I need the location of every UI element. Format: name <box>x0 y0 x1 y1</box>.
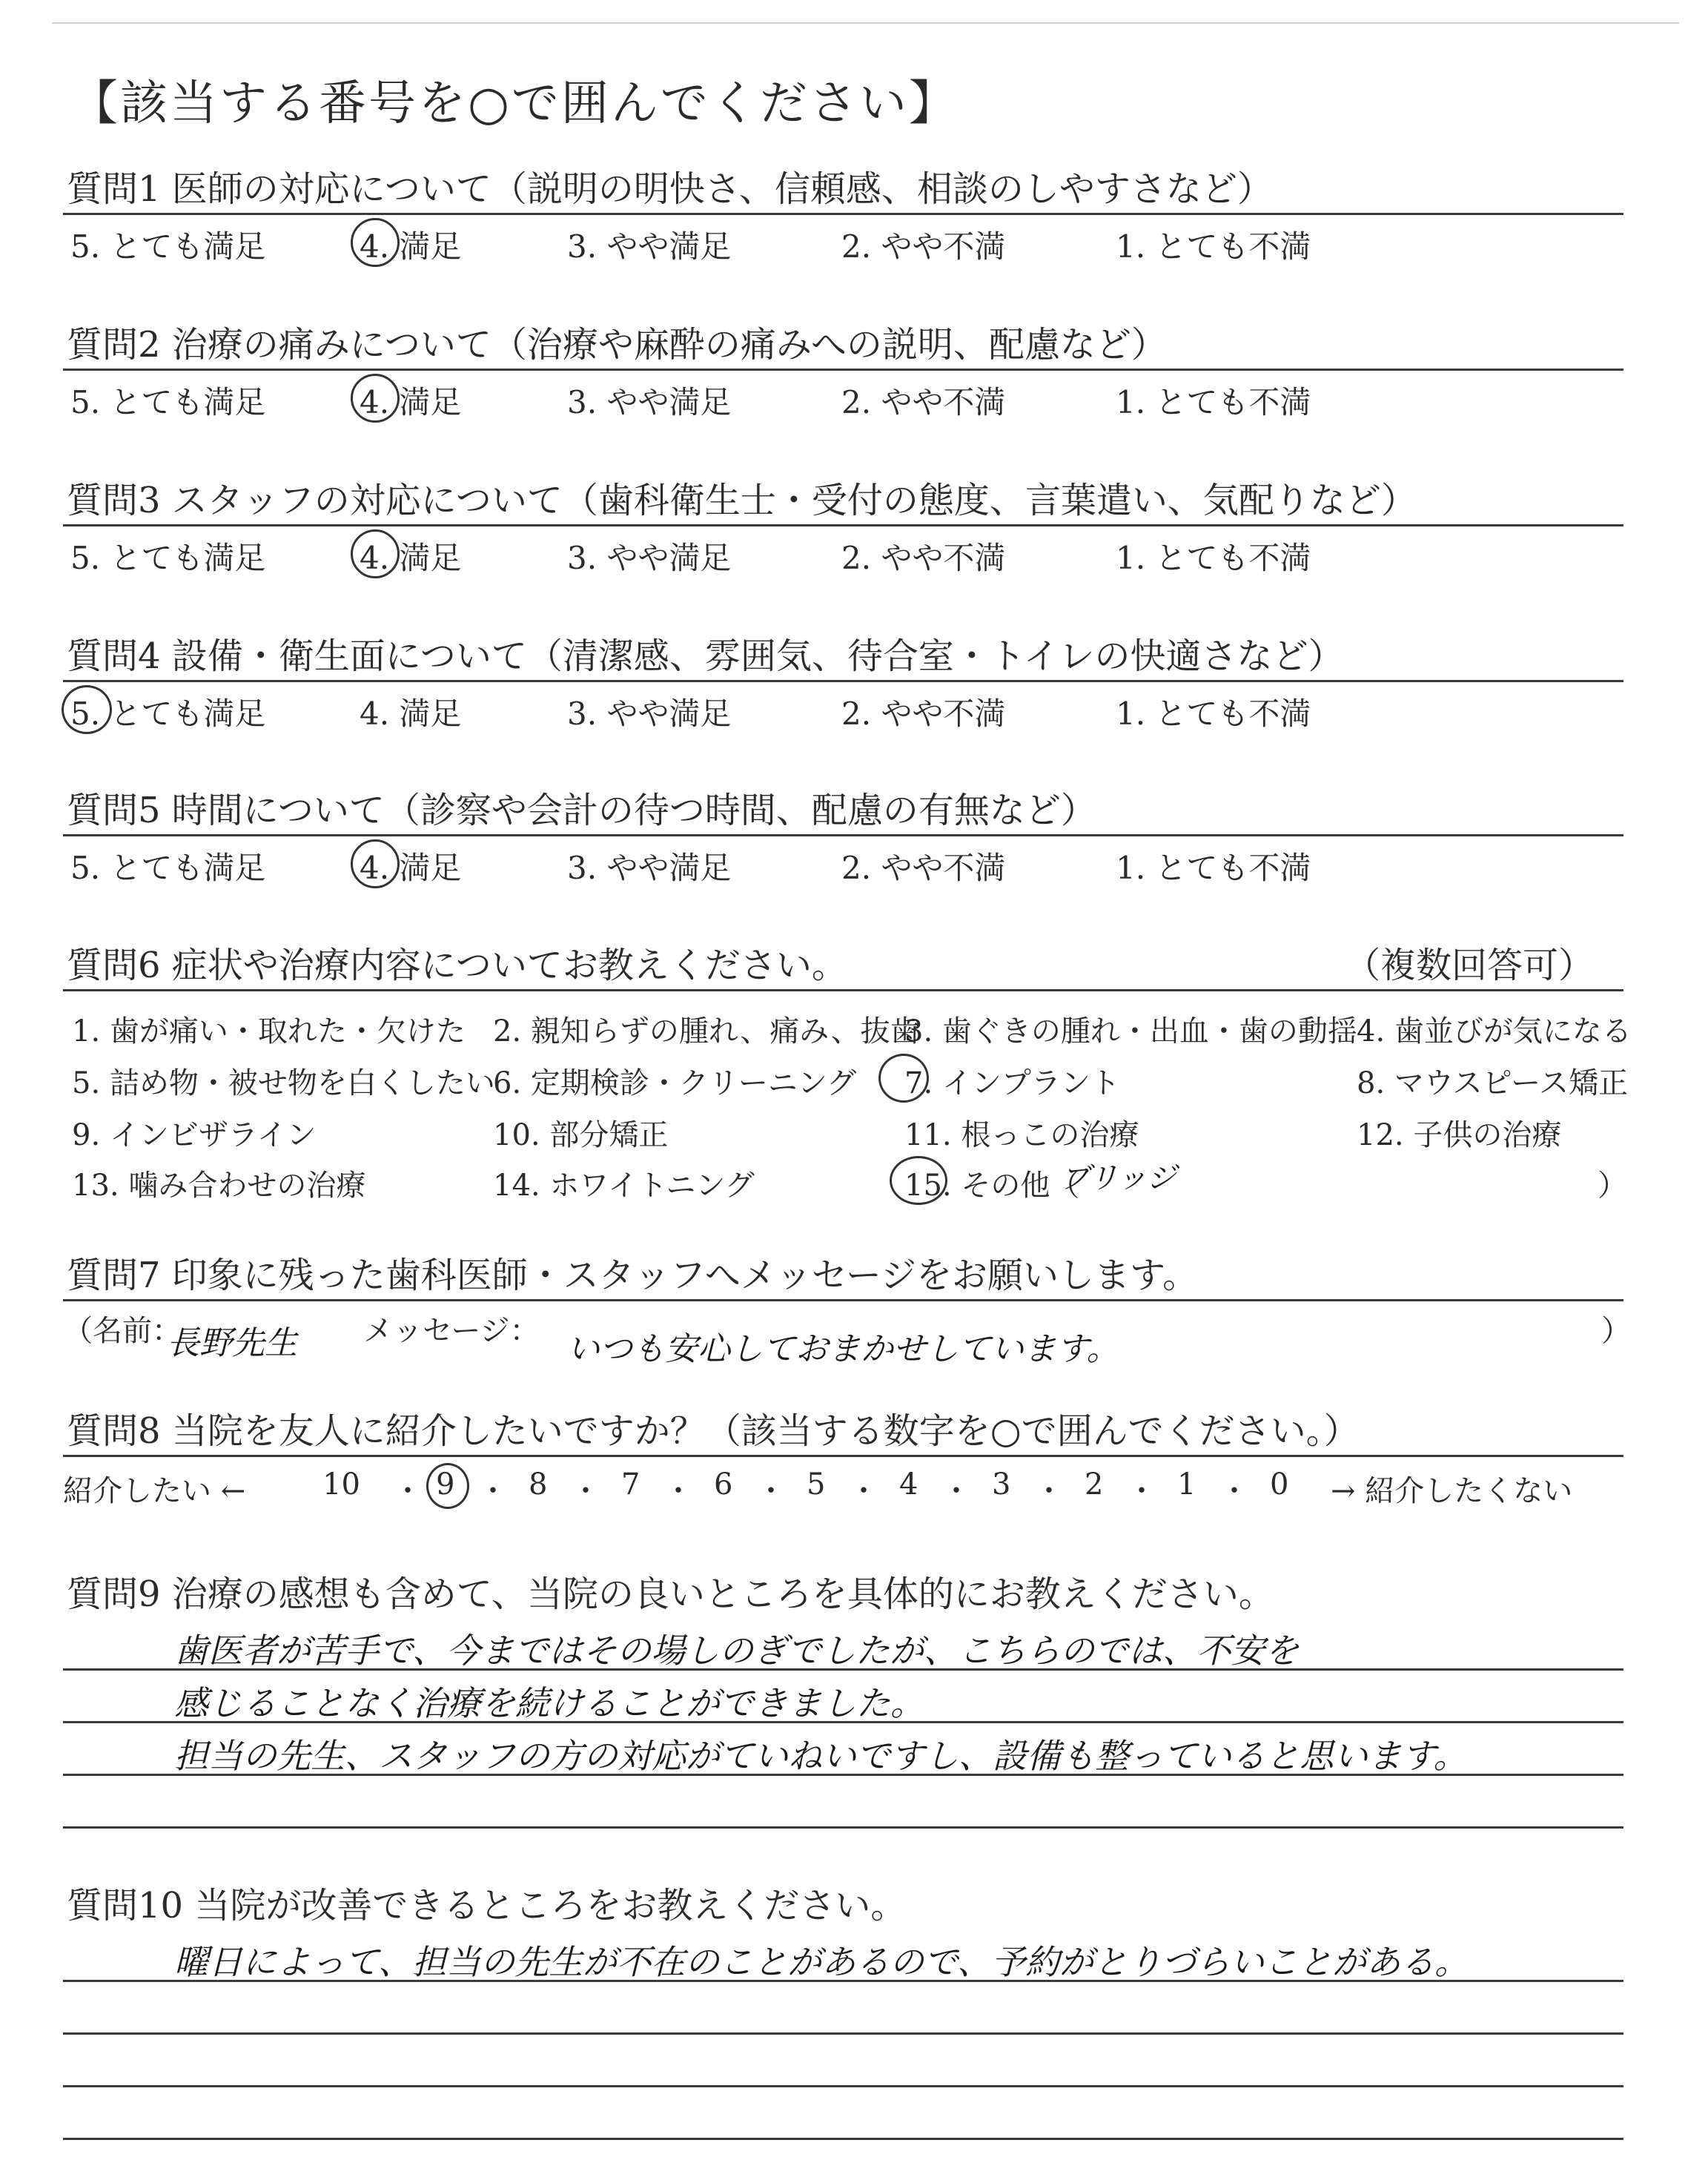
answer-line[interactable] <box>63 1982 1623 2035</box>
selected-choice-circle <box>878 1054 929 1103</box>
question-5-options <box>63 836 1623 888</box>
choice-3[interactable]: 3. 歯ぐきの腫れ・出血・歯の動揺 <box>904 1014 1357 1048</box>
option-2[interactable]: 2. やや不満 <box>841 696 1006 732</box>
selected-answer-circle <box>351 374 400 423</box>
scale-4[interactable]: 4 <box>899 1467 918 1502</box>
choice-14[interactable]: 14. ホワイトニング <box>493 1169 755 1203</box>
page-heading: 【該当する番号を○で囲んでください】 <box>70 76 959 131</box>
answer-line[interactable] <box>63 2035 1623 2087</box>
choice-8[interactable]: 8. マウスピース矯正 <box>1357 1066 1629 1100</box>
scale-dot: ・ <box>849 1474 878 1508</box>
question-6-title <box>63 943 1623 991</box>
scale-dot: ・ <box>571 1474 600 1508</box>
scale-dot: ・ <box>478 1474 508 1508</box>
question-2-options <box>63 371 1623 423</box>
choice-1[interactable]: 1. 歯が痛い・取れた・欠けた <box>72 1014 466 1048</box>
question-1 <box>63 167 1623 267</box>
option-1[interactable]: 1. とても不満 <box>1116 228 1311 265</box>
option-4[interactable]: 4. 満足 <box>360 696 462 732</box>
answer-text: 歯医者が苦手で、今まではその場しのぎでしたが、こちらのでは、不安を <box>174 1631 1300 1671</box>
scale-2[interactable]: 2 <box>1085 1467 1104 1502</box>
scale-9[interactable]: 9 <box>436 1467 455 1502</box>
choice-15-close: ） <box>1598 1169 1627 1203</box>
scale-0[interactable]: 0 <box>1270 1467 1289 1502</box>
top-divider <box>52 22 1679 24</box>
scale-dot: ・ <box>1034 1474 1064 1508</box>
selected-answer-circle <box>62 685 112 734</box>
answer-text: 担当の先生、スタッフの方の対応がていねいですし、設備も整っていると思います。 <box>174 1736 1468 1776</box>
answer-text: 感じることなく治療を続けることができました。 <box>174 1683 924 1723</box>
choice-5[interactable]: 5. 詰め物・被せ物を白くしたい <box>72 1066 495 1100</box>
option-5[interactable]: 5. とても満足 <box>70 228 266 265</box>
option-5[interactable]: 5. とても満足 <box>70 696 266 732</box>
scale-left-label: 紹介したい ← <box>63 1474 246 1508</box>
option-3[interactable]: 3. やや満足 <box>567 850 732 886</box>
question-9-title: 質問9 治療の感想も含めて、当院の良いところを具体的にお教えください。 <box>67 1573 1274 1615</box>
scale-5[interactable]: 5 <box>807 1467 826 1502</box>
scale-dot: ・ <box>941 1474 971 1508</box>
option-4[interactable]: 4. 満足 <box>360 850 462 886</box>
option-5[interactable]: 5. とても満足 <box>70 850 266 886</box>
choice-6[interactable]: 6. 定期検診・クリーニング <box>493 1066 857 1100</box>
choice-7[interactable]: 7. インプラント <box>904 1066 1120 1100</box>
question-1-options <box>63 215 1623 267</box>
choice-2[interactable]: 2. 親知らずの腫れ、痛み、抜歯 <box>493 1014 920 1048</box>
message-value[interactable]: いつも安心しておまかせしています。 <box>567 1330 1119 1368</box>
scale-10[interactable]: 10 <box>322 1467 360 1502</box>
question-10-answer-lines <box>63 1929 1623 2140</box>
answer-line[interactable] <box>63 1671 1623 1723</box>
scale-right-label: → 紹介したくない <box>1331 1474 1573 1508</box>
scale-dot: ・ <box>393 1474 423 1508</box>
question-3-options <box>63 526 1623 578</box>
question-4 <box>63 634 1623 734</box>
question-10 <box>63 1883 1623 2140</box>
choice-11[interactable]: 11. 根っこの治療 <box>904 1118 1139 1152</box>
question-7-title: 質問7 印象に残った歯科医師・スタッフへメッセージをお願いします。 <box>63 1253 1623 1301</box>
option-1[interactable]: 1. とても不満 <box>1116 384 1311 420</box>
question-3 <box>63 478 1623 578</box>
question-8 <box>63 1409 1623 1516</box>
question-1-title: 質問1 医師の対応について（説明の明快さ、信頼感、相談のしやすさなど） <box>63 167 1623 215</box>
option-3[interactable]: 3. やや満足 <box>567 696 732 732</box>
question-3-title: 質問3 スタッフの対応について（歯科衛生士・受付の態度、言葉遣い、気配りなど） <box>63 478 1623 526</box>
option-1[interactable]: 1. とても不満 <box>1116 540 1311 576</box>
scale-dot: ・ <box>663 1474 693 1508</box>
selected-choice-circle <box>890 1156 947 1205</box>
scale-dot: ・ <box>756 1474 786 1508</box>
multiple-answer-note: （複数回答可） <box>1344 945 1594 986</box>
question-2 <box>63 323 1623 423</box>
question-6 <box>63 943 1632 1206</box>
option-5[interactable]: 5. とても満足 <box>70 540 266 576</box>
option-1[interactable]: 1. とても不満 <box>1116 696 1311 732</box>
answer-line[interactable] <box>63 1618 1623 1671</box>
scale-dot: ・ <box>1219 1474 1249 1508</box>
scale-1[interactable]: 1 <box>1177 1467 1196 1502</box>
question-6-choices <box>63 991 1632 1206</box>
question-4-title: 質問4 設備・衛生面について（清潔感、雰囲気、待合室・トイレの快適さなど） <box>63 634 1623 682</box>
answer-line[interactable] <box>63 1776 1623 1829</box>
choice-13[interactable]: 13. 噛み合わせの治療 <box>72 1169 366 1203</box>
question-5-title: 質問5 時間について（診察や会計の待つ時間、配慮の有無など） <box>63 788 1623 836</box>
option-4[interactable]: 4. 満足 <box>360 384 462 420</box>
scale-3[interactable]: 3 <box>992 1467 1011 1502</box>
question-8-title: 質問8 当院を友人に紹介したいですか？（該当する数字を○で囲んでください。） <box>63 1409 1623 1457</box>
answer-text: 曜日によって、担当の先生が不在のことがあるので、予約がとりづらいことがある。 <box>174 1942 1469 1982</box>
selected-answer-circle <box>351 218 400 267</box>
answer-line[interactable] <box>63 1723 1623 1776</box>
option-1[interactable]: 1. とても不満 <box>1116 850 1311 886</box>
scale-6[interactable]: 6 <box>714 1467 733 1502</box>
selected-scale-circle <box>426 1463 469 1509</box>
question-7-message-line <box>63 1301 1631 1368</box>
recommend-scale <box>63 1457 1623 1516</box>
option-2[interactable]: 2. やや不満 <box>841 850 1006 886</box>
choice-15[interactable]: 15. その他（ <box>904 1169 1080 1203</box>
option-3[interactable]: 3. やや満足 <box>567 540 732 576</box>
question-5 <box>63 788 1623 888</box>
question-2-title: 質問2 治療の痛みについて（治療や麻酔の痛みへの説明、配慮など） <box>63 323 1623 371</box>
message-label: メッセージ： <box>363 1314 540 1348</box>
question-9 <box>63 1572 1623 1829</box>
scale-8[interactable]: 8 <box>529 1467 548 1502</box>
question-9-answer-lines <box>63 1618 1623 1829</box>
scale-7[interactable]: 7 <box>621 1467 640 1502</box>
scale-dot: ・ <box>1127 1474 1156 1508</box>
choice-9[interactable]: 9. インビザライン <box>72 1118 317 1152</box>
choice-10[interactable]: 10. 部分矯正 <box>493 1118 669 1152</box>
name-label: （名前： <box>63 1314 182 1348</box>
other-handwritten-text: ブリッジ <box>1060 1161 1176 1195</box>
option-2[interactable]: 2. やや不満 <box>841 540 1006 576</box>
selected-answer-circle <box>351 529 400 578</box>
option-3[interactable]: 3. やや満足 <box>567 384 732 420</box>
message-close: ） <box>1601 1314 1631 1348</box>
option-2[interactable]: 2. やや不満 <box>841 384 1006 420</box>
selected-answer-circle <box>351 839 400 888</box>
name-value[interactable]: 長野先生 <box>167 1324 297 1362</box>
choice-12[interactable]: 12. 子供の治療 <box>1357 1118 1562 1152</box>
option-2[interactable]: 2. やや不満 <box>841 228 1006 265</box>
answer-line[interactable] <box>63 2087 1623 2140</box>
answer-line[interactable] <box>63 1929 1623 1982</box>
option-4[interactable]: 4. 満足 <box>360 540 462 576</box>
question-10-title: 質問10 当院が改善できるところをお教えください。 <box>67 1885 907 1926</box>
option-4[interactable]: 4. 満足 <box>360 228 462 265</box>
question-6-title-text: 質問6 症状や治療内容についてお教えください。 <box>67 945 847 986</box>
option-3[interactable]: 3. やや満足 <box>567 228 732 265</box>
question-7 <box>63 1253 1631 1368</box>
option-5[interactable]: 5. とても満足 <box>70 384 266 420</box>
question-4-options <box>63 682 1623 734</box>
choice-4[interactable]: 4. 歯並びが気になる <box>1357 1014 1632 1048</box>
